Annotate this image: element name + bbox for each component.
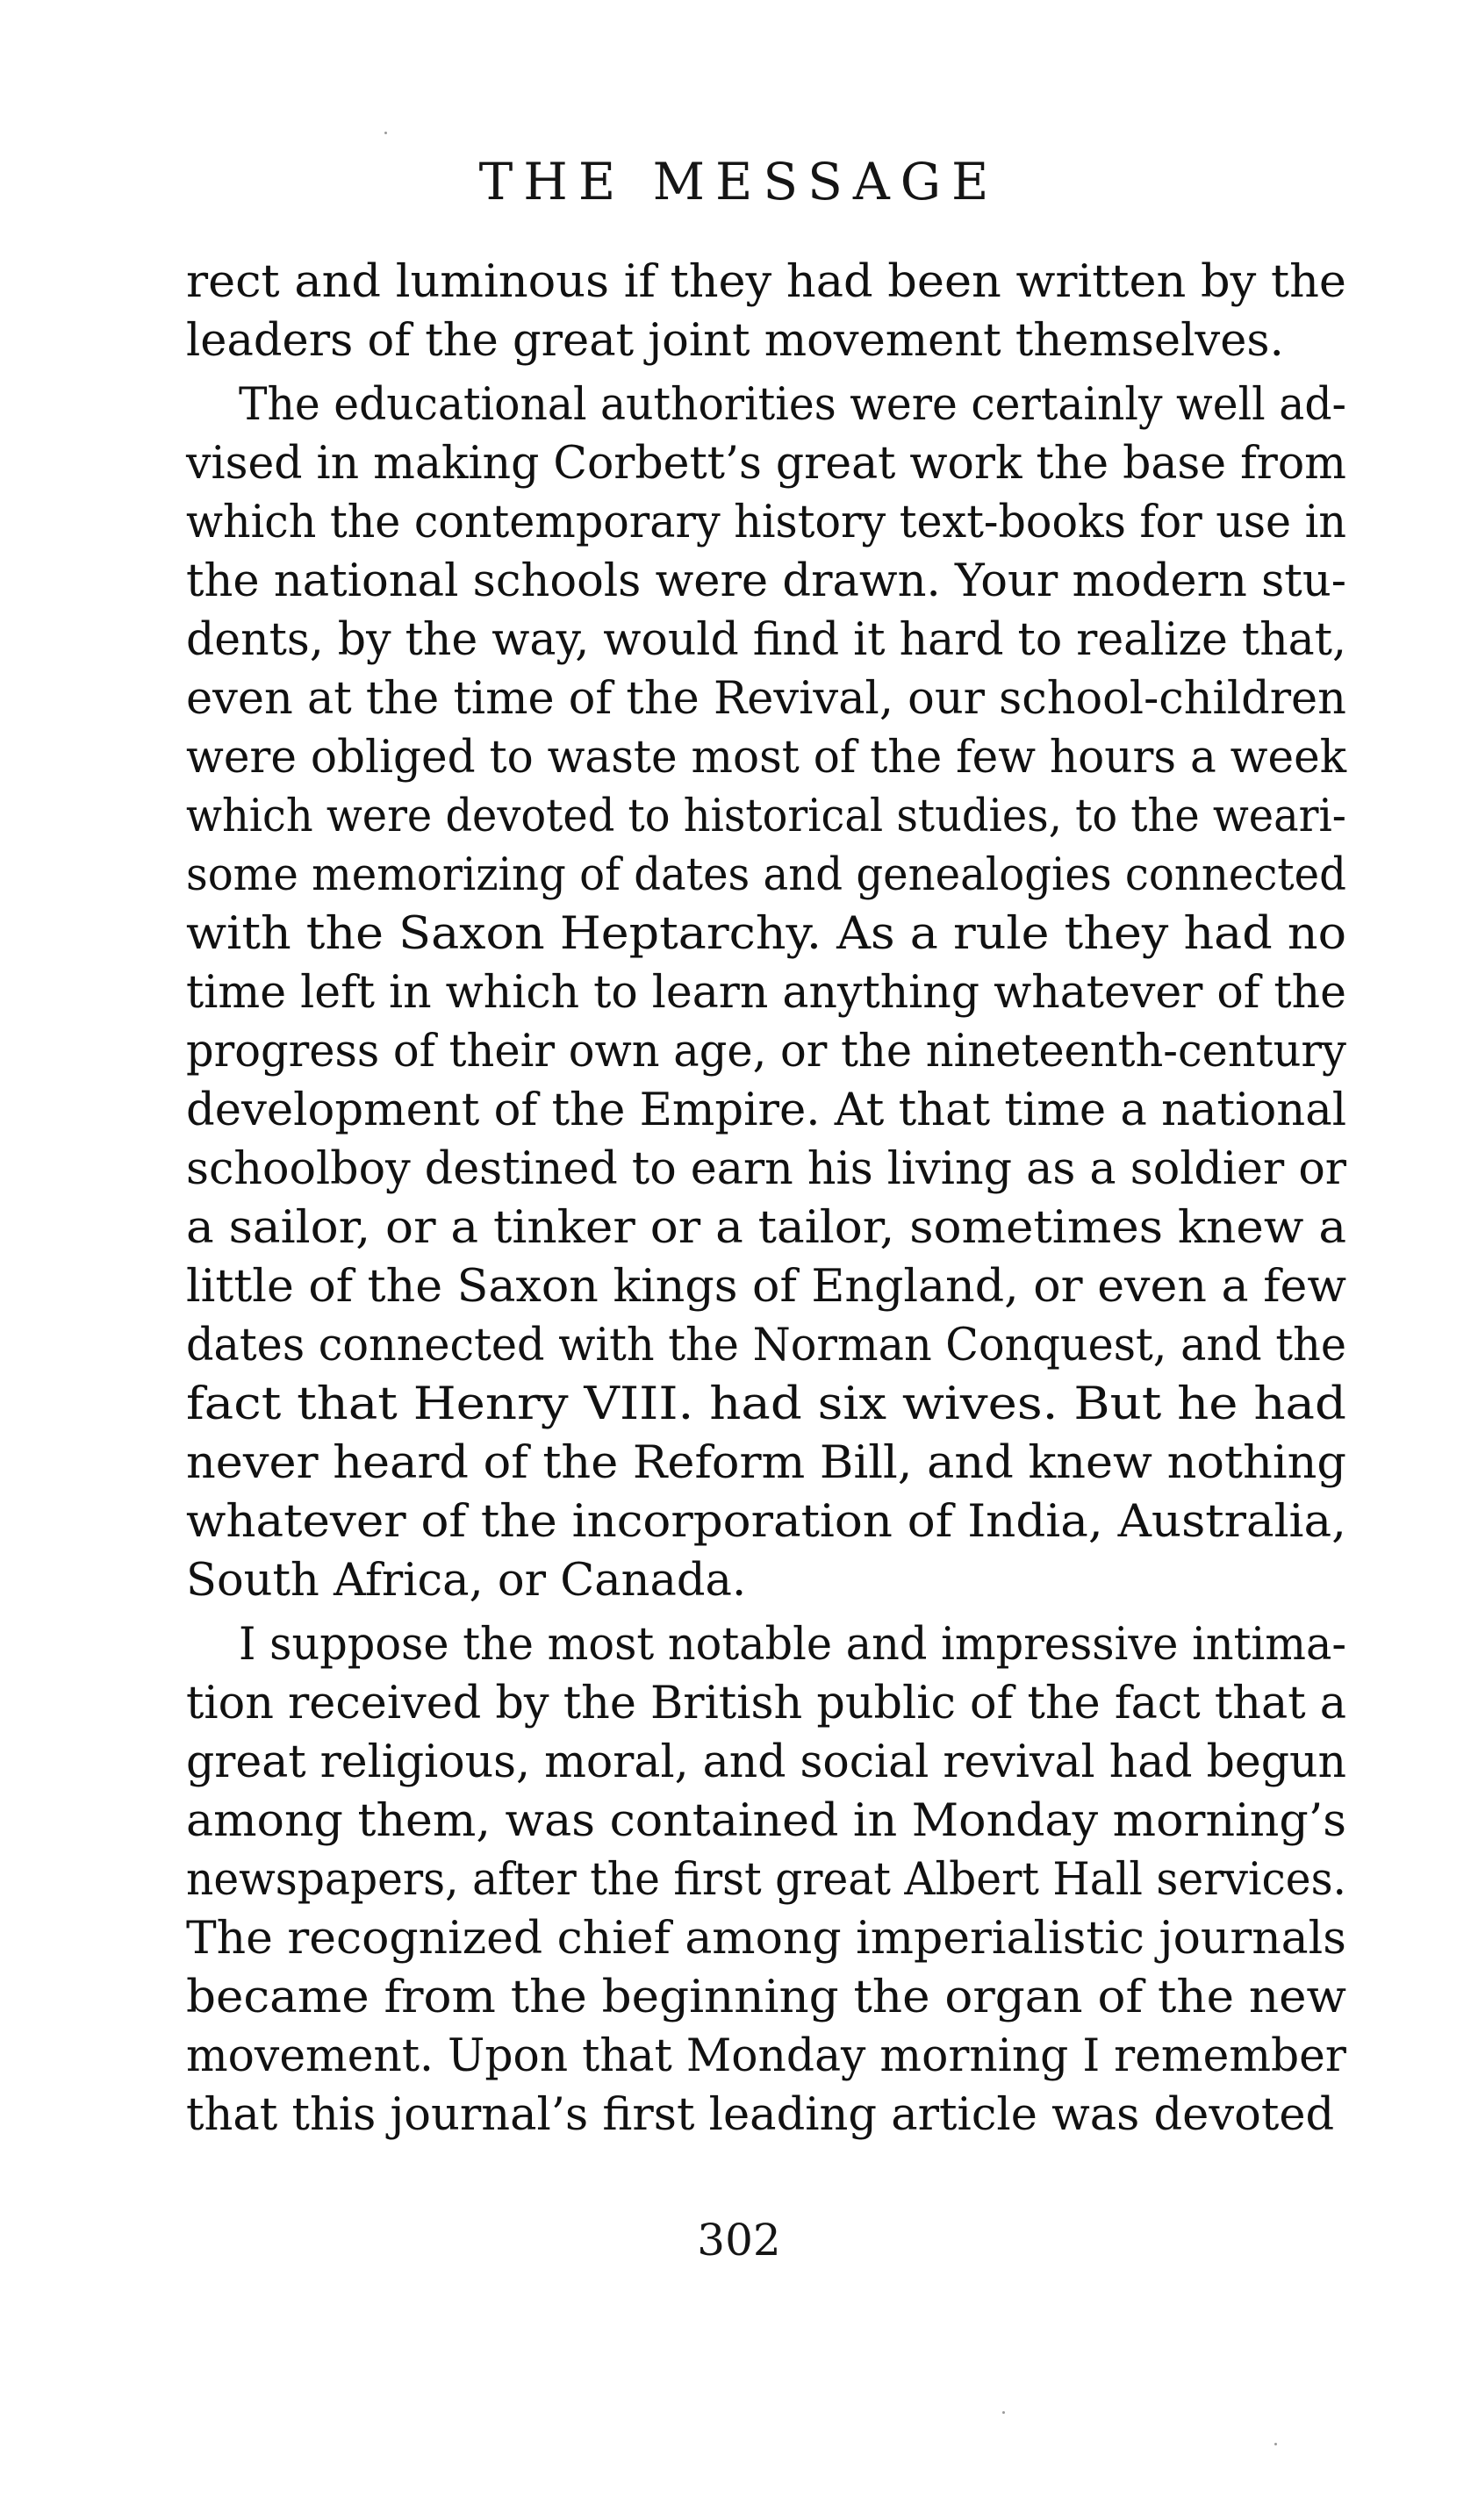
text-line — [186, 1375, 1346, 1434]
text-line-content: The educational authorities were certainly well ad- — [239, 379, 1346, 431]
text-line — [186, 1968, 1346, 2027]
text-line — [186, 311, 1346, 370]
paragraph — [186, 1615, 1346, 2144]
text-line-content: that this journal’s first leading article was devoted — [186, 2089, 1335, 2141]
text-line-content: great religious, moral, and social revival had begun — [186, 1736, 1346, 1788]
text-line — [186, 1615, 1346, 1674]
text-line — [186, 846, 1346, 905]
text-line-content: never heard of the Reform Bill, and knew nothing — [186, 1437, 1346, 1489]
text-line — [186, 611, 1346, 669]
text-line — [186, 434, 1346, 493]
text-line — [186, 376, 1346, 434]
text-line-content: which were devoted to historical studies, to the weari- — [186, 791, 1346, 842]
text-line — [186, 728, 1346, 787]
text-line — [186, 787, 1346, 846]
text-line-content: which the contemporary history text-books for use in — [186, 497, 1346, 548]
text-line-content: schoolboy destined to earn his living as a soldier or — [186, 1143, 1347, 1195]
text-line — [186, 1081, 1346, 1140]
text-line-content: even at the time of the Revival, our school-children — [186, 673, 1346, 725]
text-line — [186, 1792, 1346, 1851]
ink-speck — [1002, 2411, 1005, 2414]
text-line-content: movement. Upon that Monday morning I remember — [186, 2030, 1346, 2082]
text-line-content: the national schools were drawn. Your modern stu- — [186, 555, 1346, 607]
text-line — [186, 1316, 1346, 1375]
paragraph — [186, 253, 1346, 370]
text-line — [186, 1434, 1346, 1493]
text-line — [186, 1257, 1346, 1316]
text-line-content: with the Saxon Heptarchy. As a rule they had no — [186, 908, 1347, 960]
text-line — [186, 2027, 1346, 2086]
text-line-content: newspapers, after the first great Albert Hall services. — [186, 1854, 1347, 1906]
text-line — [186, 1199, 1346, 1257]
text-line-content: tion received by the British public of the fact that a — [186, 1678, 1347, 1729]
text-line-content: whatever of the incorporation of India, Australia, — [186, 1496, 1346, 1548]
text-line — [186, 1851, 1346, 1909]
text-line-content: progress of their own age, or the nineteenth-century — [186, 1026, 1346, 1077]
text-line-content: The recognized chief among imperialistic journals — [186, 1913, 1346, 1965]
text-line-content: a sailor, or a tinker or a tailor, sometimes knew a — [186, 1202, 1347, 1254]
text-line — [186, 1733, 1346, 1792]
text-line — [186, 1674, 1346, 1733]
page-number: 302 — [697, 2215, 781, 2266]
text-line — [186, 253, 1346, 311]
text-line-content: fact that Henry VIII. had six wives. But he had — [186, 1378, 1346, 1430]
text-line-content: development of the Empire. At that time a national — [186, 1085, 1347, 1136]
text-line-content: among them, was contained in Monday morning’s — [186, 1795, 1347, 1847]
text-line-content: some memorizing of dates and genealogies connected — [186, 849, 1346, 901]
text-line-content: rect and luminous if they had been written by the — [186, 256, 1346, 308]
text-line-content: were obliged to waste most of the few hours a week — [186, 732, 1347, 784]
text-line-content: dates connected with the Norman Conquest, and the — [186, 1320, 1347, 1371]
ink-speck — [384, 132, 387, 134]
text-line — [186, 1140, 1346, 1199]
text-line-content: leaders of the great joint movement themselves. — [186, 315, 1284, 367]
text-line — [186, 1493, 1346, 1551]
text-line — [186, 669, 1346, 728]
body-text — [186, 253, 1346, 2144]
text-line — [186, 2086, 1346, 2144]
running-head: THE MESSAGE — [478, 152, 1000, 211]
text-line — [186, 1551, 1346, 1610]
text-line-content: became from the beginning the organ of the new — [186, 1972, 1347, 2023]
text-line — [186, 905, 1346, 963]
text-line — [186, 1022, 1346, 1081]
text-line — [186, 552, 1346, 611]
text-line-content: time left in which to learn anything whatever of the — [186, 967, 1346, 1019]
text-line-content: dents, by the way, would find it hard to realize that, — [186, 614, 1347, 666]
ink-speck — [1274, 2443, 1277, 2445]
text-line — [186, 963, 1346, 1022]
text-line — [186, 1909, 1346, 1968]
text-line-content: vised in making Corbett’s great work the base from — [186, 438, 1346, 490]
text-line-content: little of the Saxon kings of England, or even a few — [186, 1261, 1347, 1313]
text-line — [186, 493, 1346, 552]
text-line-content: South Africa, or Canada. — [186, 1555, 747, 1607]
text-line-content: I suppose the most notable and impressive intima- — [239, 1619, 1347, 1671]
paragraph — [186, 376, 1346, 1610]
